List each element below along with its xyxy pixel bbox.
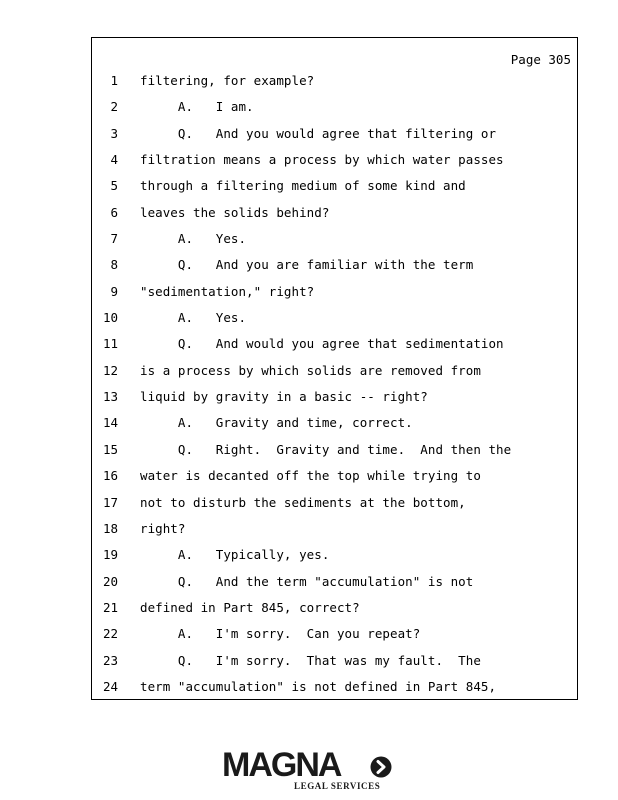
line-number: 19 xyxy=(102,547,118,563)
line-number: 10 xyxy=(102,310,118,326)
transcript-line xyxy=(92,200,577,226)
line-text: Q. And the term "accumulation" is not xyxy=(140,573,474,589)
transcript-line xyxy=(92,569,577,595)
transcript-line xyxy=(92,490,577,516)
line-number: 2 xyxy=(110,99,118,115)
line-text: Q. And you are familiar with the term xyxy=(140,257,474,273)
line-text: Q. Right. Gravity and time. And then the xyxy=(140,441,512,457)
transcript-line xyxy=(92,358,577,384)
line-text: liquid by gravity in a basic -- right? xyxy=(140,389,428,405)
line-text: A. Typically, yes. xyxy=(140,547,330,563)
transcript-page xyxy=(91,37,578,700)
line-number: 6 xyxy=(110,204,118,220)
logo-subtitle: LEGAL SERVICES xyxy=(294,781,381,791)
transcript-line xyxy=(92,331,577,357)
line-number: 7 xyxy=(110,231,118,247)
line-text: Q. And would you agree that sedimentation xyxy=(140,336,504,352)
line-text: "sedimentation," right? xyxy=(140,283,315,299)
line-number: 13 xyxy=(102,389,118,405)
line-text: term "accumulation" is not defined in Part 845, xyxy=(140,678,497,694)
line-text: through a filtering medium of some kind and xyxy=(140,178,466,194)
transcript-line xyxy=(92,305,577,331)
line-text: A. Yes. xyxy=(140,231,247,247)
line-text: A. I'm sorry. Can you repeat? xyxy=(140,626,421,642)
line-text: A. I am. xyxy=(140,99,254,115)
line-number: 12 xyxy=(102,362,118,378)
line-text: leaves the solids behind? xyxy=(140,204,330,220)
page-number: Page 305 xyxy=(510,52,571,67)
transcript-line xyxy=(92,384,577,410)
transcript-line xyxy=(92,121,577,147)
line-number: 4 xyxy=(110,152,118,168)
line-text: right? xyxy=(140,520,186,536)
transcript-line xyxy=(92,173,577,199)
transcript-line xyxy=(92,94,577,120)
line-text: water is decanted off the top while trying to xyxy=(140,468,481,484)
line-number: 23 xyxy=(102,652,118,668)
line-text: not to disturb the sediments at the bottom, xyxy=(140,494,466,510)
line-number: 9 xyxy=(110,283,118,299)
transcript-lines xyxy=(92,68,577,700)
transcript-line xyxy=(92,226,577,252)
line-number: 14 xyxy=(102,415,118,431)
transcript-line xyxy=(92,542,577,568)
transcript-line xyxy=(92,463,577,489)
line-text: A. Gravity and time, correct. xyxy=(140,415,413,431)
transcript-line xyxy=(92,147,577,173)
logo-wordmark: MAGNA xyxy=(222,746,341,784)
transcript-line xyxy=(92,279,577,305)
line-text: defined in Part 845, correct? xyxy=(140,599,360,615)
line-text: A. Yes. xyxy=(140,310,247,326)
line-number: 11 xyxy=(102,336,118,352)
chevron-right-icon xyxy=(370,756,392,778)
line-number: 3 xyxy=(110,125,118,141)
transcript-line xyxy=(92,595,577,621)
transcript-line xyxy=(92,516,577,542)
line-number: 5 xyxy=(110,178,118,194)
transcript-line xyxy=(92,621,577,647)
line-number: 15 xyxy=(102,441,118,457)
transcript-line xyxy=(92,648,577,674)
line-text: Q. I'm sorry. That was my fault. The xyxy=(140,652,481,668)
line-text: is a process by which solids are removed from xyxy=(140,362,481,378)
transcript-line xyxy=(92,437,577,463)
line-number: 20 xyxy=(102,573,118,589)
line-number: 1 xyxy=(110,73,118,88)
transcript-line xyxy=(92,674,577,700)
line-number: 24 xyxy=(102,678,118,694)
magna-logo xyxy=(222,748,402,796)
transcript-line xyxy=(92,252,577,278)
line-text: filtering, for example? xyxy=(140,73,315,88)
line-number: 16 xyxy=(102,468,118,484)
line-number: 18 xyxy=(102,520,118,536)
line-number: 21 xyxy=(102,599,118,615)
line-text: Q. And you would agree that filtering or xyxy=(140,125,497,141)
line-number: 8 xyxy=(110,257,118,273)
transcript-line xyxy=(92,68,577,94)
line-number: 17 xyxy=(102,494,118,510)
transcript-line xyxy=(92,410,577,436)
line-text: filtration means a process by which water passes xyxy=(140,152,504,168)
line-number: 22 xyxy=(102,626,118,642)
